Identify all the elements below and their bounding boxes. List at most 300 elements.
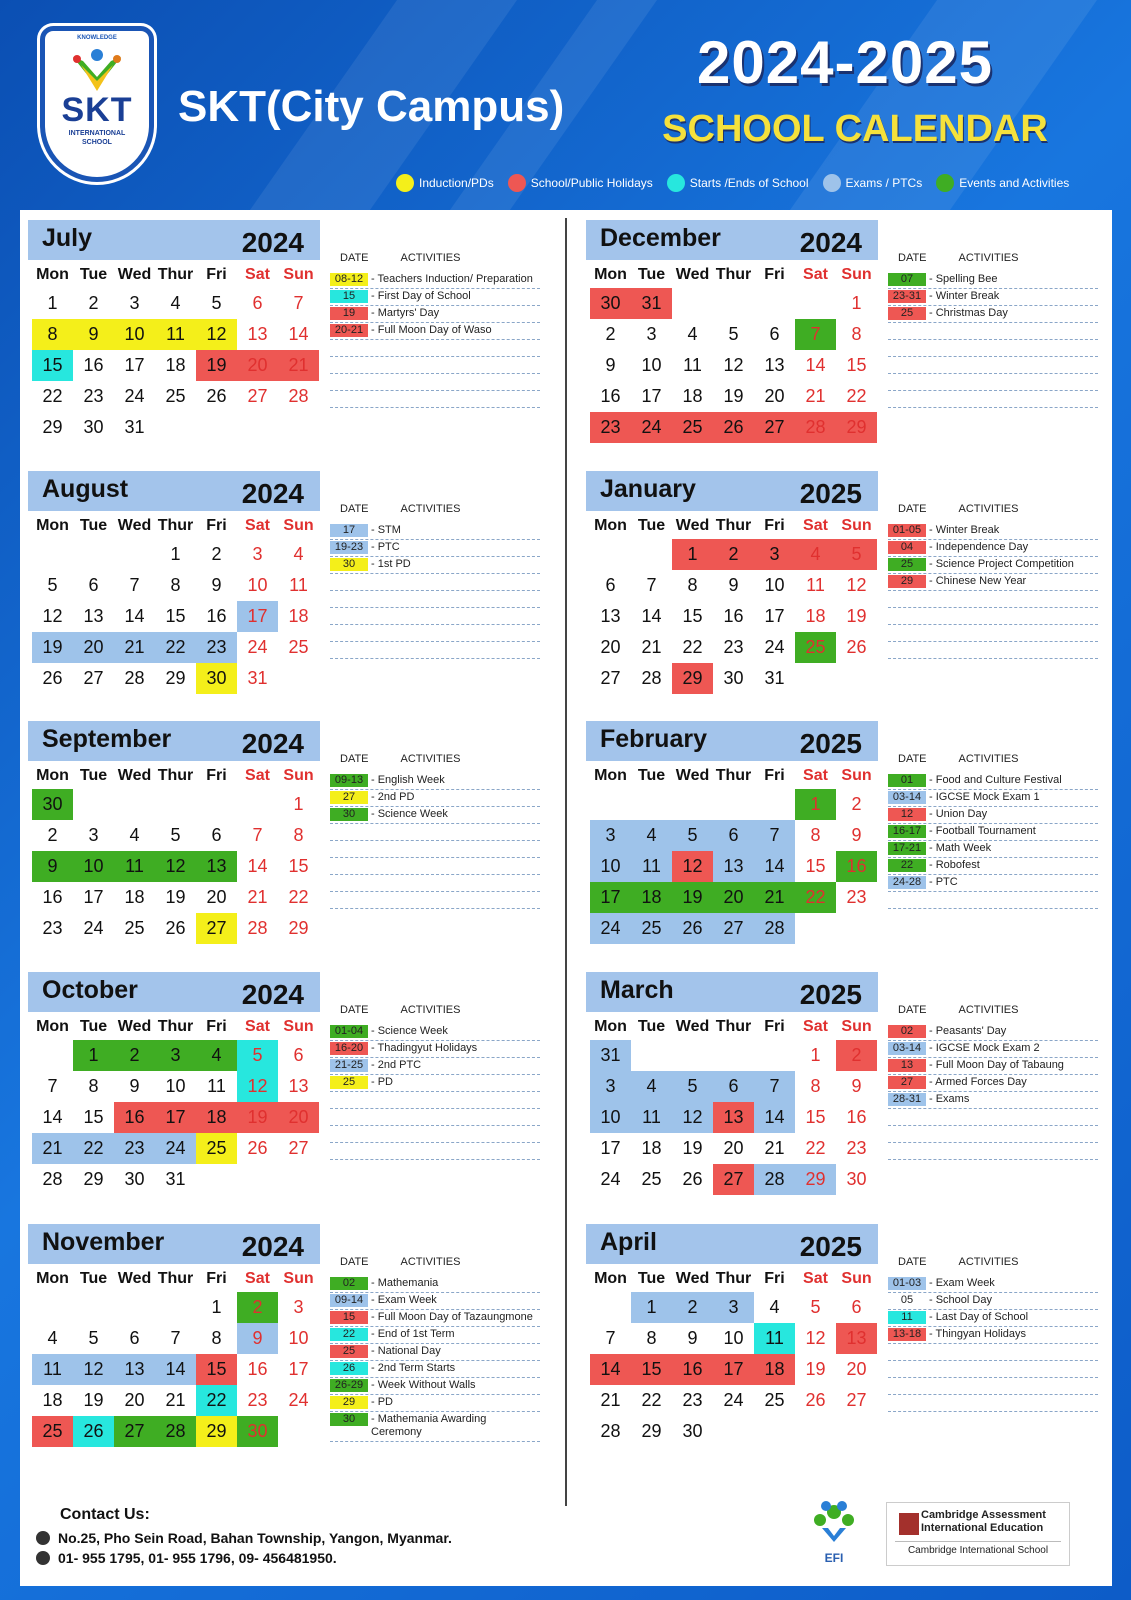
activities-header — [888, 1256, 1098, 1268]
day-grid — [32, 1292, 322, 1447]
day-cell: 15 — [631, 1354, 672, 1385]
day-cell: 9 — [687, 1328, 698, 1348]
day-cell: 28 — [124, 668, 145, 688]
activity-text: - Football Tournament — [929, 825, 1036, 837]
activity-blank-line — [888, 892, 1098, 909]
day-cell: 13 — [713, 851, 754, 882]
day-cell: 28 — [795, 412, 836, 443]
day-cell: 21 — [278, 350, 319, 381]
activity-text: - IGCSE Mock Exam 2 — [929, 1042, 1040, 1054]
month-header — [586, 1224, 878, 1264]
month-year: 2024 — [241, 227, 304, 258]
date-col-label: DATE — [898, 1256, 927, 1268]
activity-row — [330, 323, 540, 340]
day-grid — [590, 539, 880, 694]
day-cell: 19 — [723, 386, 744, 406]
weekday-label: Wed — [117, 767, 152, 784]
day-cell: 19 — [32, 632, 73, 663]
day-cell: 15 — [805, 1107, 826, 1127]
activity-row — [330, 1327, 540, 1344]
day-cell: 12 — [155, 851, 196, 882]
day-cell: 14 — [805, 355, 826, 375]
day-cell: 5 — [170, 825, 181, 845]
day-cell: 10 — [73, 851, 114, 882]
day-cell: 30 — [590, 288, 631, 319]
weekday-label: Tue — [637, 1018, 666, 1035]
weekday-header — [32, 1018, 322, 1036]
month-header — [28, 721, 320, 761]
date-col-label: DATE — [340, 1004, 369, 1016]
day-cell: 23 — [196, 632, 237, 663]
month-name: December — [600, 224, 721, 252]
activities-header — [330, 1256, 540, 1268]
activity-row — [888, 1276, 1098, 1293]
cambridge-logo — [886, 1502, 1070, 1566]
day-cell: 6 — [129, 1328, 140, 1348]
day-cell: 13 — [713, 1102, 754, 1133]
activity-blank-line — [330, 875, 540, 892]
day-cell: 25 — [196, 1133, 237, 1164]
day-cell: 9 — [32, 851, 73, 882]
day-cell: 30 — [846, 1169, 867, 1189]
logo-knowledge-text: KNOWLEDGE — [77, 35, 117, 41]
month-name: October — [42, 976, 138, 1004]
day-cell: 11 — [806, 575, 825, 595]
day-cell: 7 — [795, 319, 836, 350]
day-cell: 5 — [836, 539, 877, 570]
day-cell: 14 — [641, 606, 662, 626]
activities-list — [330, 1256, 540, 1442]
activity-row — [888, 790, 1098, 807]
day-cell: 20 — [206, 887, 227, 907]
month-year: 2024 — [241, 728, 304, 759]
day-cell — [114, 789, 155, 820]
day-cell: 28 — [641, 668, 662, 688]
contact-block — [36, 1506, 452, 1570]
weekday-label: Mon — [36, 517, 69, 534]
day-cell: 8 — [32, 319, 73, 350]
activity-date: 03-14 — [888, 1042, 926, 1055]
activity-date: 25 — [888, 307, 926, 320]
month-name: November — [42, 1228, 165, 1256]
activity-text: - Science Project Competition — [929, 558, 1074, 570]
activity-text: - 2nd PTC — [371, 1059, 422, 1071]
weekday-label: Tue — [79, 517, 108, 534]
month-year: 2024 — [241, 1231, 304, 1262]
day-cell: 25 — [641, 1169, 662, 1189]
day-cell: 12 — [672, 851, 713, 882]
day-cell: 12 — [237, 1071, 278, 1102]
activity-text: - Thingyan Holidays — [929, 1328, 1027, 1340]
day-cell: 17 — [600, 1138, 621, 1158]
activity-date: 22 — [888, 859, 926, 872]
day-cell: 3 — [713, 1292, 754, 1323]
day-cell: 6 — [769, 324, 780, 344]
day-cell: 17 — [124, 355, 145, 375]
weekday-label: Wed — [675, 1270, 710, 1287]
day-cell — [32, 1292, 73, 1323]
day-cell: 4 — [170, 293, 181, 313]
day-cell: 7 — [754, 1071, 795, 1102]
day-cell: 10 — [165, 1076, 186, 1096]
day-cell: 11 — [114, 851, 155, 882]
day-cell: 11 — [683, 355, 702, 375]
day-cell — [631, 1040, 672, 1071]
activity-date: 21-25 — [330, 1059, 368, 1072]
calendar-title: SCHOOL CALENDAR — [662, 108, 1048, 150]
weekday-header — [32, 266, 322, 284]
day-cell: 24 — [590, 913, 631, 944]
weekday-label: Sun — [283, 767, 314, 784]
day-cell: 29 — [795, 1164, 836, 1195]
day-cell: 16 — [600, 386, 621, 406]
activity-date: 20-21 — [330, 324, 368, 337]
month-november — [20, 1216, 540, 1456]
activities-list — [888, 252, 1098, 408]
weekday-label: Tue — [79, 1270, 108, 1287]
day-cell — [713, 1040, 754, 1071]
day-cell — [672, 1040, 713, 1071]
day-cell: 29 — [42, 417, 63, 437]
day-cell: 28 — [754, 1164, 795, 1195]
day-cell: 23 — [723, 637, 744, 657]
weekday-header — [590, 1018, 880, 1036]
activity-text: - School Day — [929, 1294, 992, 1306]
weekday-label: Tue — [79, 266, 108, 283]
day-cell: 1 — [47, 293, 58, 313]
day-cell — [713, 288, 754, 319]
activity-row — [330, 1361, 540, 1378]
weekday-label: Fri — [206, 266, 227, 283]
activity-row — [888, 841, 1098, 858]
weekday-label: Thur — [157, 767, 194, 784]
activities-list — [330, 252, 540, 408]
day-cell: 26 — [672, 913, 713, 944]
day-cell: 11 — [754, 1323, 795, 1354]
activity-blank-line — [330, 892, 540, 909]
day-cell — [754, 288, 795, 319]
activity-row — [888, 1024, 1098, 1041]
day-cell: 15 — [805, 856, 826, 876]
day-cell: 15 — [32, 350, 73, 381]
weekday-label: Sun — [283, 517, 314, 534]
day-cell: 15 — [682, 606, 703, 626]
day-cell: 26 — [165, 918, 186, 938]
day-cell: 14 — [247, 856, 268, 876]
activity-date: 23-31 — [888, 290, 926, 303]
weekday-label: Mon — [594, 1270, 627, 1287]
weekday-label: Thur — [157, 1270, 194, 1287]
day-cell: 7 — [252, 825, 263, 845]
day-cell: 25 — [165, 386, 186, 406]
month-july — [20, 212, 540, 452]
activities-list — [330, 753, 540, 909]
day-cell: 27 — [196, 913, 237, 944]
month-april — [578, 1216, 1098, 1456]
day-cell: 11 — [289, 575, 308, 595]
weekday-label: Tue — [637, 517, 666, 534]
day-cell: 15 — [196, 1354, 237, 1385]
day-cell: 13 — [600, 606, 621, 626]
weekday-label: Wed — [117, 266, 152, 283]
weekday-label: Wed — [675, 1018, 710, 1035]
logo-skt-text: SKT — [61, 91, 133, 129]
day-cell: 21 — [165, 1390, 186, 1410]
month-header — [28, 220, 320, 260]
day-cell: 27 — [114, 1416, 155, 1447]
day-cell: 25 — [288, 637, 309, 657]
activity-row — [888, 1058, 1098, 1075]
activity-row — [888, 824, 1098, 841]
day-cell: 30 — [196, 663, 237, 694]
activity-date: 08-12 — [330, 273, 368, 286]
activity-date: 30 — [330, 1413, 368, 1426]
day-grid — [590, 288, 880, 443]
day-cell: 1 — [672, 539, 713, 570]
day-cell — [114, 539, 155, 570]
activities-col-label: ACTIVITIES — [400, 1256, 461, 1268]
day-cell: 7 — [754, 820, 795, 851]
day-cell — [590, 789, 631, 820]
activity-date: 26 — [330, 1362, 368, 1375]
day-cell: 17 — [237, 601, 278, 632]
day-cell: 20 — [237, 350, 278, 381]
activity-text: - PD — [371, 1076, 393, 1088]
activity-row — [330, 557, 540, 574]
activity-text: - Week Without Walls — [371, 1379, 476, 1391]
day-cell: 18 — [42, 1390, 63, 1410]
activity-date: 11 — [888, 1311, 926, 1324]
activity-text: - STM — [371, 524, 401, 536]
activity-row — [888, 1293, 1098, 1310]
activity-date: 19 — [330, 307, 368, 320]
weekday-label: Sun — [283, 266, 314, 283]
weekday-label: Thur — [157, 1018, 194, 1035]
activity-text: - 1st PD — [371, 558, 411, 570]
activities-list — [888, 753, 1098, 909]
day-cell: 22 — [73, 1133, 114, 1164]
weekday-label: Tue — [637, 767, 666, 784]
activity-date: 25 — [888, 558, 926, 571]
day-cell: 22 — [805, 1138, 826, 1158]
day-cell — [590, 539, 631, 570]
month-year: 2024 — [799, 227, 862, 258]
day-cell: 27 — [600, 668, 621, 688]
activity-blank-line — [888, 340, 1098, 357]
day-cell: 26 — [206, 386, 227, 406]
day-cell: 17 — [764, 606, 785, 626]
weekday-label: Sun — [841, 767, 872, 784]
activity-text: - 2nd Term Starts — [371, 1362, 456, 1374]
day-cell: 16 — [723, 606, 744, 626]
weekday-header — [32, 767, 322, 785]
day-cell: 19 — [682, 1138, 703, 1158]
activity-blank-line — [888, 642, 1098, 659]
day-cell: 24 — [247, 637, 268, 657]
day-cell: 20 — [600, 637, 621, 657]
activity-blank-line — [330, 858, 540, 875]
day-cell: 2 — [605, 324, 616, 344]
day-cell — [73, 789, 114, 820]
day-cell — [713, 789, 754, 820]
day-cell: 22 — [42, 386, 63, 406]
activity-row — [330, 1058, 540, 1075]
day-cell: 3 — [88, 825, 99, 845]
day-cell: 22 — [155, 632, 196, 663]
legend-item — [823, 174, 923, 192]
day-cell: 4 — [196, 1040, 237, 1071]
legend-dot-icon — [667, 174, 685, 192]
day-cell: 17 — [713, 1354, 754, 1385]
day-cell: 31 — [124, 417, 145, 437]
month-january — [578, 463, 1098, 703]
legend-label: School/Public Holidays — [530, 176, 653, 190]
day-cell: 6 — [211, 825, 222, 845]
day-cell: 26 — [682, 1169, 703, 1189]
month-name: July — [42, 224, 93, 252]
month-october — [20, 964, 540, 1204]
activity-blank-line — [330, 1092, 540, 1109]
day-cell: 4 — [129, 825, 140, 845]
activity-text: - Chinese New Year — [929, 575, 1027, 587]
day-cell: 29 — [288, 918, 309, 938]
month-name: September — [42, 725, 172, 753]
activity-text: - Teachers Induction/ Preparation — [371, 273, 533, 285]
day-cell: 20 — [73, 632, 114, 663]
activity-date: 16-20 — [330, 1042, 368, 1055]
day-cell: 21 — [600, 1390, 621, 1410]
activity-row — [888, 1092, 1098, 1109]
activity-row — [888, 875, 1098, 892]
date-col-label: DATE — [898, 753, 927, 765]
activity-row — [888, 557, 1098, 574]
day-cell: 7 — [47, 1076, 58, 1096]
weekday-label: Wed — [117, 517, 152, 534]
activities-col-label: ACTIVITIES — [958, 503, 1019, 515]
weekday-label: Sat — [245, 1270, 270, 1287]
day-cell: 12 — [723, 355, 744, 375]
month-march — [578, 964, 1098, 1204]
day-cell: 28 — [288, 386, 309, 406]
activity-blank-line — [330, 391, 540, 408]
activity-blank-line — [888, 625, 1098, 642]
day-cell: 7 — [646, 575, 657, 595]
activity-row — [888, 523, 1098, 540]
day-cell: 20 — [764, 386, 785, 406]
activity-date: 13-18 — [888, 1328, 926, 1341]
day-grid — [590, 789, 880, 944]
activity-row — [888, 574, 1098, 591]
activity-blank-line — [888, 1126, 1098, 1143]
weekday-label: Fri — [764, 266, 785, 283]
activities-list — [888, 1004, 1098, 1160]
activity-blank-line — [888, 1143, 1098, 1160]
day-cell: 30 — [682, 1421, 703, 1441]
day-cell: 18 — [805, 606, 826, 626]
weekday-label: Wed — [675, 266, 710, 283]
month-september — [20, 713, 540, 953]
weekday-label: Fri — [764, 517, 785, 534]
day-cell — [631, 539, 672, 570]
day-cell — [73, 1292, 114, 1323]
legend-item — [936, 174, 1069, 192]
day-cell: 10 — [590, 1102, 631, 1133]
day-cell: 13 — [247, 324, 268, 344]
day-cell: 16 — [672, 1354, 713, 1385]
cambridge-crest-icon — [899, 1513, 919, 1535]
day-cell — [196, 789, 237, 820]
day-cell: 6 — [293, 1045, 304, 1065]
activity-date: 19-23 — [330, 541, 368, 554]
weekday-label: Fri — [206, 1018, 227, 1035]
activities-col-label: ACTIVITIES — [400, 753, 461, 765]
day-cell: 24 — [124, 386, 145, 406]
day-cell: 13 — [836, 1323, 877, 1354]
day-cell: 20 — [713, 882, 754, 913]
day-grid — [32, 539, 322, 694]
activity-row — [330, 790, 540, 807]
weekday-label: Mon — [36, 1018, 69, 1035]
month-name: January — [600, 475, 696, 503]
day-cell — [155, 1292, 196, 1323]
day-cell: 31 — [764, 668, 785, 688]
day-cell: 24 — [764, 637, 785, 657]
day-cell: 17 — [590, 882, 631, 913]
activity-blank-line — [330, 841, 540, 858]
day-cell: 23 — [42, 918, 63, 938]
day-cell: 26 — [805, 1390, 826, 1410]
month-year: 2024 — [241, 979, 304, 1010]
day-cell: 8 — [810, 1076, 821, 1096]
day-cell: 27 — [713, 913, 754, 944]
activity-row — [330, 1024, 540, 1041]
day-cell: 3 — [754, 539, 795, 570]
activity-date: 01-05 — [888, 524, 926, 537]
activity-row — [888, 1327, 1098, 1344]
activity-blank-line — [888, 323, 1098, 340]
day-cell — [155, 789, 196, 820]
activity-text: - Math Week — [929, 842, 992, 854]
activity-date: 27 — [888, 1076, 926, 1089]
day-cell: 8 — [810, 825, 821, 845]
cambridge-name: Cambridge Assessment International Education — [921, 1509, 1046, 1534]
weekday-label: Sat — [245, 266, 270, 283]
activity-text: - Martyrs' Day — [371, 307, 440, 319]
day-cell: 16 — [114, 1102, 155, 1133]
day-cell: 23 — [247, 1390, 268, 1410]
day-cell: 15 — [288, 856, 309, 876]
day-cell: 31 — [247, 668, 268, 688]
school-logo — [40, 26, 154, 182]
legend-label: Events and Activities — [959, 176, 1070, 190]
day-grid — [590, 1040, 880, 1195]
weekday-header — [590, 517, 880, 535]
header — [0, 0, 1131, 210]
day-cell: 29 — [672, 663, 713, 694]
cambridge-sub: Cambridge International School — [895, 1541, 1061, 1556]
day-cell: 18 — [641, 1138, 662, 1158]
day-cell: 19 — [672, 882, 713, 913]
activity-date: 15 — [330, 1311, 368, 1324]
weekday-label: Thur — [715, 1270, 752, 1287]
day-cell: 14 — [288, 324, 309, 344]
weekday-header — [590, 266, 880, 284]
day-cell: 21 — [805, 386, 826, 406]
legend-label: Starts /Ends of School — [689, 176, 809, 190]
day-cell: 30 — [83, 417, 104, 437]
activity-text: - Mathemania — [371, 1277, 439, 1289]
weekday-label: Mon — [36, 1270, 69, 1287]
